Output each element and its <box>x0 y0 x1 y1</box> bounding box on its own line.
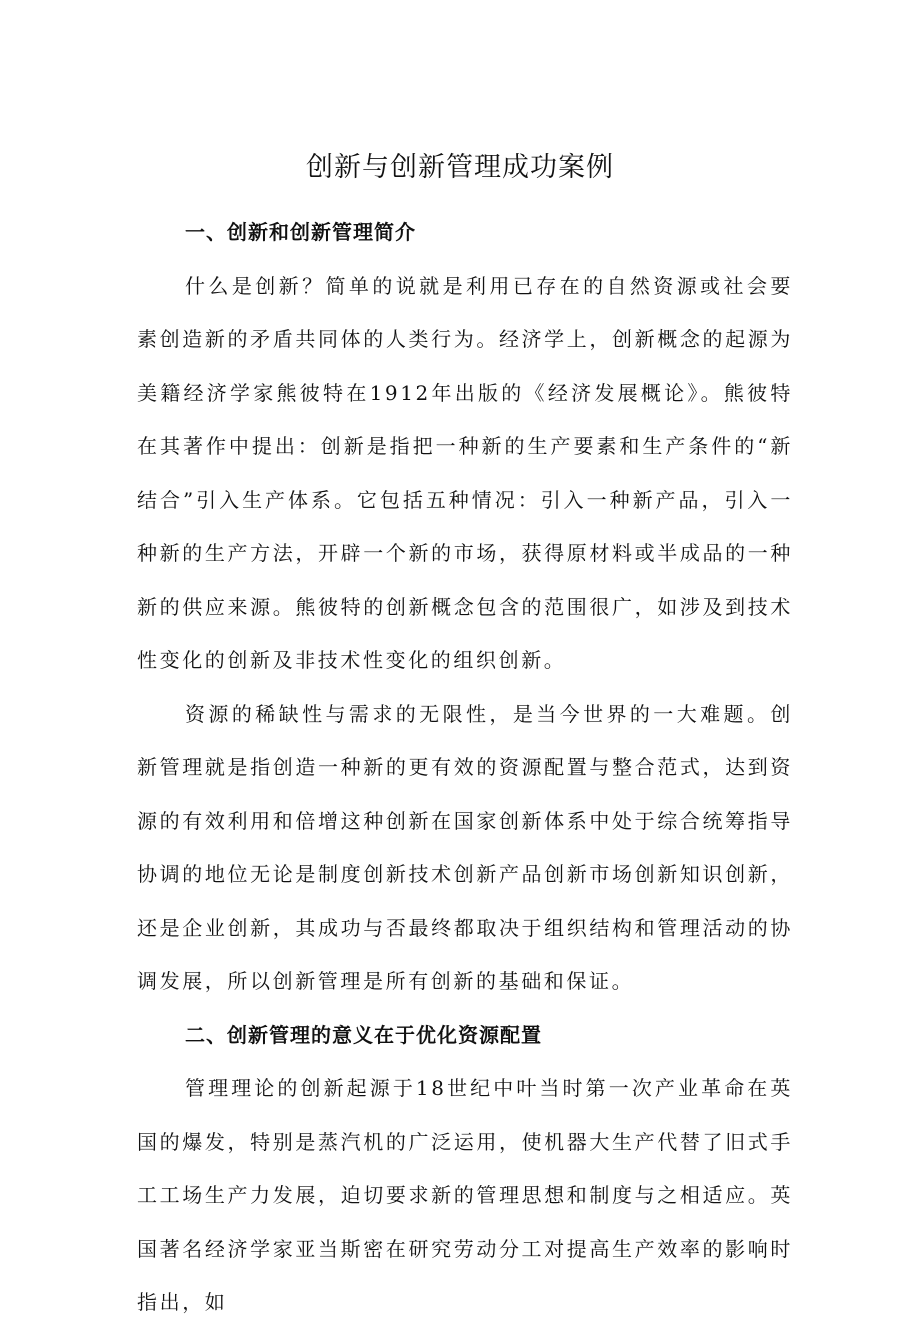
paragraph: 什么是创新？简单的说就是利用已存在的自然资源或社会要素创造新的矛盾共同体的人类行为。经济学上，创新概念的起源为美籍经济学家熊彼特在1912年出版的《经济发展概论》。熊彼特在其著作中提出：创新是指把一种新的生产要素和生产条件的“新结合”引入生产体系。它包括五种情况：引入一种新产品，引入一种新的生产方法，开辟一个新的市场，获得原材料或半成品的一种新的供应来源。熊彼特的创新概念包含的范围很广，如涉及到技术性变化的创新及非技术性变化的组织创新。 <box>137 273 793 672</box>
document-body <box>137 206 793 1330</box>
section-heading: 二、创新管理的意义在于优化资源配置 <box>185 1022 542 1047</box>
section-1 <box>137 206 793 1009</box>
section-heading: 一、创新和创新管理简介 <box>185 220 416 244</box>
paragraph: 管理理论的创新起源于18世纪中叶当时第一次产业革命在英国的爆发，特别是蒸汽机的广泛运用，使机器大生产代替了旧式手工工场生产力发展，迫切要求新的管理思想和制度与之相适应。英国著名经济学家亚当斯密在研究劳动分工对提高生产效率的影响时指出，如 <box>137 1076 793 1314</box>
paragraph: 资源的稀缺性与需求的无限性，是当今世界的一大难题。创新管理就是指创造一种新的更有效的资源配置与整合范式，达到资源的有效利用和倍增这种创新在国家创新体系中处于综合统筹指导协调的地位无论是制度创新技术创新产品创新市场创新知识创新，还是企业创新，其成功与否最终都取决于组织结构和管理活动的协调发展，所以创新管理是所有创新的基础和保证。 <box>137 701 793 993</box>
section-2 <box>137 1009 793 1330</box>
document-title: 创新与创新管理成功案例 <box>306 152 614 183</box>
